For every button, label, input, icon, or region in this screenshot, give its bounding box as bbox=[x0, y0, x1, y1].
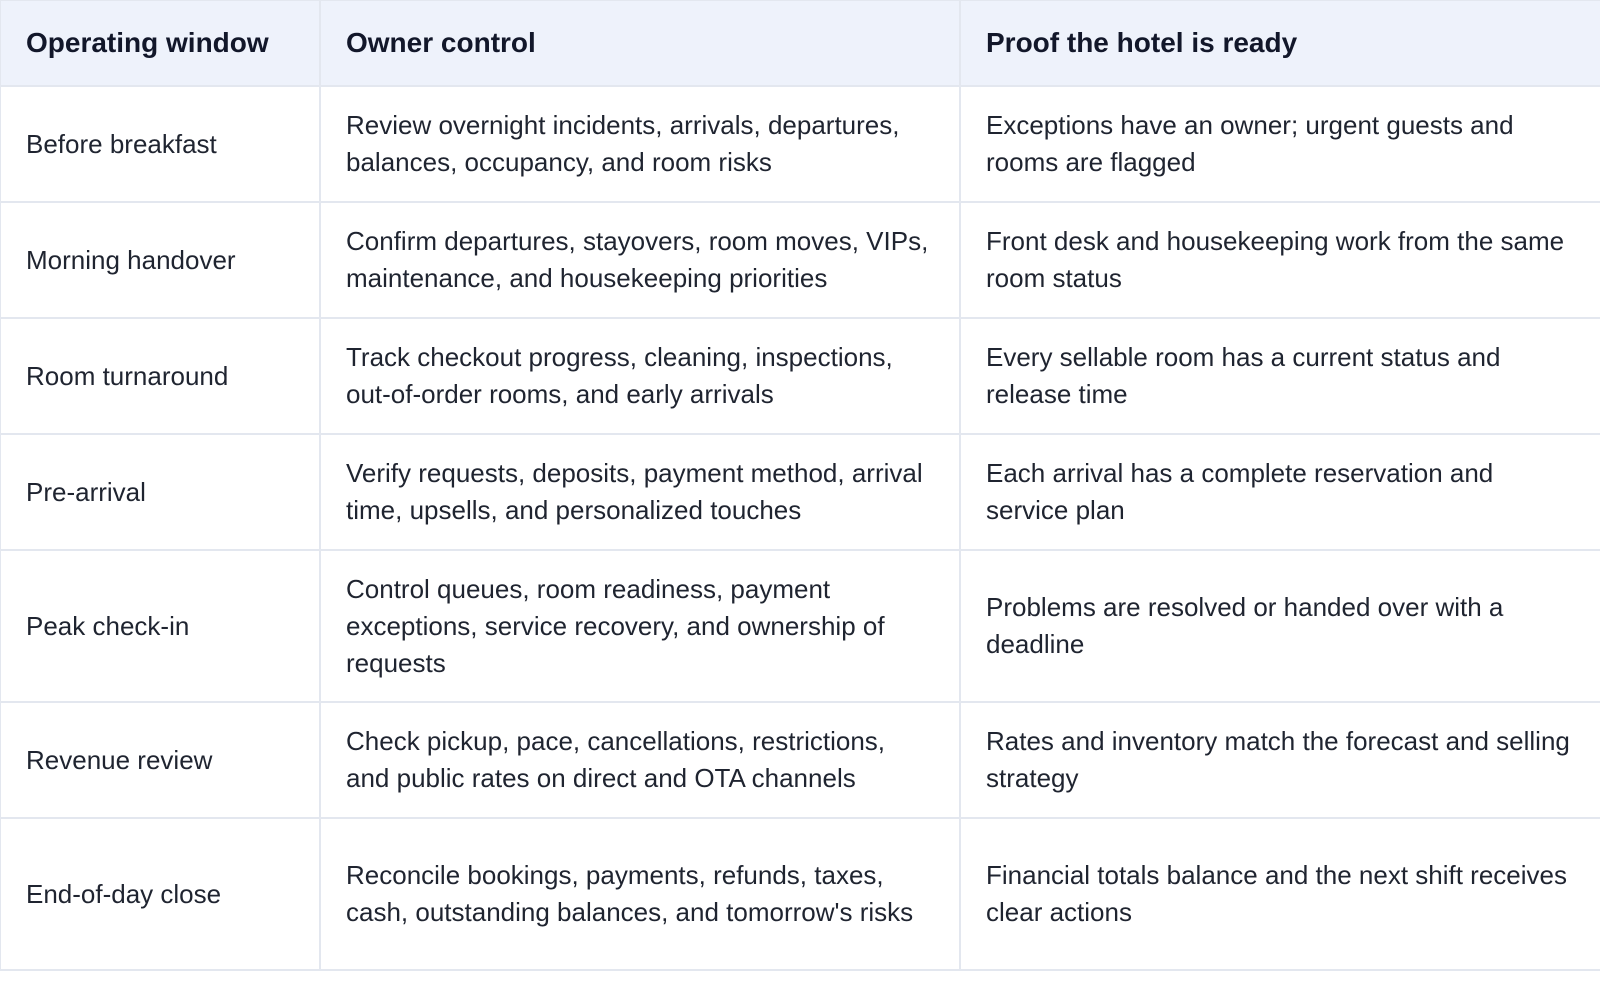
header-row bbox=[0, 0, 1600, 86]
header-operating-window: Operating window bbox=[0, 0, 320, 86]
operating-window-cell: Before breakfast bbox=[0, 86, 320, 202]
table-body bbox=[0, 86, 1600, 970]
table-row bbox=[0, 434, 1600, 550]
owner-control-cell: Review overnight incidents, arrivals, departures, balances, occupancy, and room risks bbox=[320, 86, 960, 202]
proof-cell: Every sellable room has a current status and release time bbox=[960, 318, 1600, 434]
operating-window-cell: Peak check-in bbox=[0, 550, 320, 702]
owner-control-cell: Control queues, room readiness, payment exceptions, service recovery, and ownership of requests bbox=[320, 550, 960, 702]
owner-control-cell: Verify requests, deposits, payment method, arrival time, upsells, and personalized touches bbox=[320, 434, 960, 550]
table-row bbox=[0, 702, 1600, 818]
operating-window-cell: End-of-day close bbox=[0, 818, 320, 970]
header-proof-ready: Proof the hotel is ready bbox=[960, 0, 1600, 86]
operating-window-cell: Room turnaround bbox=[0, 318, 320, 434]
owner-control-cell: Track checkout progress, cleaning, inspections, out-of-order rooms, and early arrivals bbox=[320, 318, 960, 434]
proof-cell: Front desk and housekeeping work from the same room status bbox=[960, 202, 1600, 318]
table-row bbox=[0, 202, 1600, 318]
owner-control-cell: Confirm departures, stayovers, room moves, VIPs, maintenance, and housekeeping priorities bbox=[320, 202, 960, 318]
owner-control-cell: Check pickup, pace, cancellations, restrictions, and public rates on direct and OTA channels bbox=[320, 702, 960, 818]
table-row bbox=[0, 318, 1600, 434]
table-row bbox=[0, 86, 1600, 202]
operating-window-cell: Morning handover bbox=[0, 202, 320, 318]
proof-cell: Each arrival has a complete reservation and service plan bbox=[960, 434, 1600, 550]
table-row bbox=[0, 818, 1600, 970]
operating-window-cell: Revenue review bbox=[0, 702, 320, 818]
proof-cell: Exceptions have an owner; urgent guests and rooms are flagged bbox=[960, 86, 1600, 202]
proof-cell: Financial totals balance and the next shift receives clear actions bbox=[960, 818, 1600, 970]
table-header bbox=[0, 0, 1600, 86]
owner-control-cell: Reconcile bookings, payments, refunds, taxes, cash, outstanding balances, and tomorrow's risks bbox=[320, 818, 960, 970]
operating-window-cell: Pre-arrival bbox=[0, 434, 320, 550]
table-row bbox=[0, 550, 1600, 702]
proof-cell: Rates and inventory match the forecast and selling strategy bbox=[960, 702, 1600, 818]
proof-cell: Problems are resolved or handed over with a deadline bbox=[960, 550, 1600, 702]
header-owner-control: Owner control bbox=[320, 0, 960, 86]
